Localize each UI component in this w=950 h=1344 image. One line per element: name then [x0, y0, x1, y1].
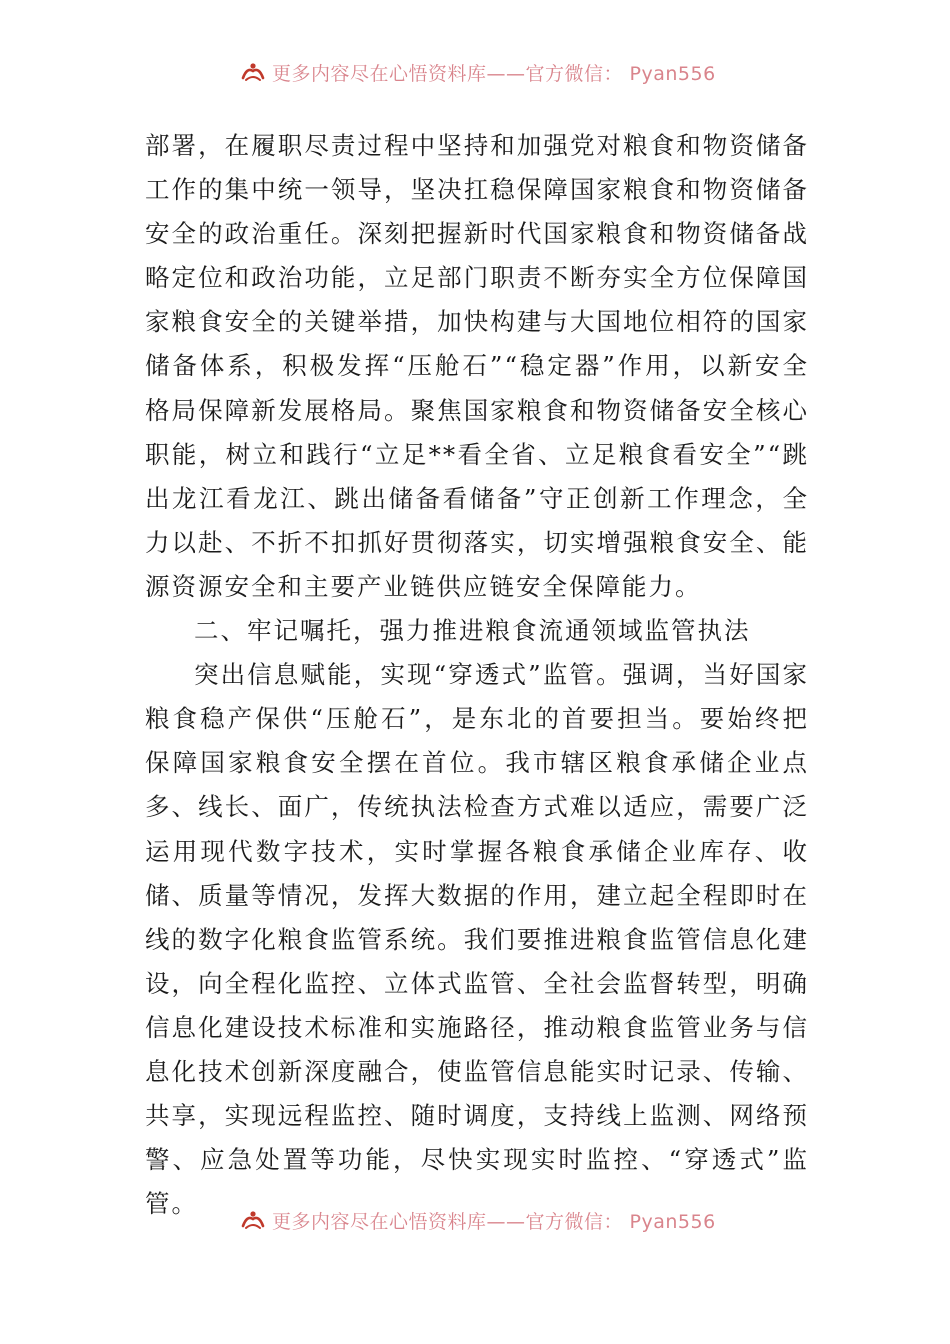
- header-banner: [240, 58, 740, 86]
- footer-banner-text: 更多内容尽在心悟资料库——官方微信： Pyan556: [272, 1210, 716, 1233]
- book-logo-icon: [240, 1207, 266, 1233]
- book-logo-icon: [240, 59, 266, 85]
- footer-banner: [240, 1206, 740, 1234]
- document-body: [145, 124, 809, 1226]
- section-heading: 二、牢记嘱托，强力推进粮食流通领域监管执法: [194, 616, 751, 646]
- header-banner-text: 更多内容尽在心悟资料库——官方微信： Pyan556: [272, 62, 716, 85]
- body-paragraph: 部署，在履职尽责过程中坚持和加强党对粮食和物资储备工作的集中统一领导，坚决扛稳保障国家粮食和物资储备安全的政治重任。深刻把握新时代国家粮食和物资储备战略定位和政治功能，立足部门职责不断夯实全方位保障国家粮食安全的关键举措，加快构建与大国地位相符的国家储备体系，积极发挥“压舱石”“稳定器”作用，以新安全格局保障新发展格局。聚焦国家粮食和物资储备安全核心职能，树立和践行“立足**看全省、立足粮食看安全”“跳出龙江看龙江、跳出储备看储备”守正创新工作理念，全力以赴、不折不扣抓好贯彻落实，切实增强粮食安全、能源资源安全和主要产业链供应链安全保障能力。: [145, 131, 809, 601]
- body-paragraph: 突出信息赋能，实现“穿透式”监管。强调，当好国家粮食稳产保供“压舱石”，是东北的首要担当。要始终把保障国家粮食安全摆在首位。我市辖区粮食承储企业点多、线长、面广，传统执法检查方式难以适应，需要广泛运用现代数字技术，实时掌握各粮食承储企业库存、收储、质量等情况，发挥大数据的作用，建立起全程即时在线的数字化粮食监管系统。我们要推进粮食监管信息化建设，向全程化监控、立体式监管、全社会监督转型，明确信息化建设技术标准和实施路径，推动粮食监管业务与信息化技术创新深度融合，使监管信息能实时记录、传输、共享，实现远程监控、随时调度，支持线上监测、网络预警、应急处置等功能，尽快实现实时监控、“穿透式”监管。: [145, 660, 809, 1219]
